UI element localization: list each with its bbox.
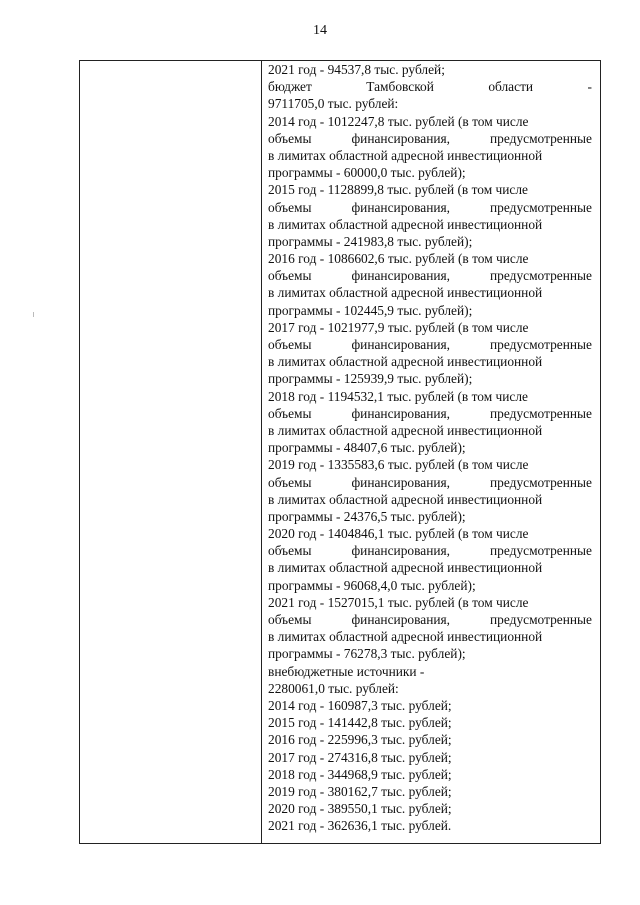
text-word: предусмотренные [490,268,592,284]
text-line [268,113,592,130]
text-line [268,388,592,405]
text-word: объемы [268,405,312,421]
text-line [268,181,592,198]
text-word: 2018 год - 1194532,1 тыс. рублей (в том числе [268,388,529,404]
text-line: 2014 год - 160987,3 тыс. рублей; [268,697,452,713]
text-line [268,405,592,422]
text-line [268,319,592,336]
text-line: программы - 76278,3 тыс. рублей); [268,646,466,662]
text-line [268,250,592,267]
text-line [268,456,592,473]
text-word: 2021 год - 1527015,1 тыс. рублей (в том числе [268,594,529,610]
text-word: 2019 год - 1335583,6 тыс. рублей (в том числе [268,457,529,473]
text-word: объемы [268,130,312,146]
text-word: предусмотренные [490,474,592,490]
text-word: объемы [268,268,312,284]
text-line: в лимитах областной адресной инвестиционной [268,491,543,507]
table-right-column [262,61,600,843]
text-word: объемы [268,612,312,627]
text-word: финансирования, [351,612,451,627]
text-word: объемы [268,199,312,215]
text-word: предусмотренные [490,130,592,146]
text-word: предусмотренные [490,337,592,352]
text-line [268,199,592,216]
text-word: объемы [268,337,312,352]
text-word: Тамбовской [366,79,434,95]
text-line: 9711705,0 тыс. рублей: [268,96,399,112]
text-word: объемы [268,474,312,490]
text-line: внебюджетные источники - [268,663,425,679]
text-line: 2019 год - 380162,7 тыс. рублей; [268,783,452,799]
text-word: финансирования, [351,199,451,215]
text-word: предусмотренные [490,612,592,627]
text-word: предусмотренные [490,405,592,421]
text-line [268,336,592,353]
text-word: финансирования, [351,337,451,352]
text-line: 2020 год - 389550,1 тыс. рублей; [268,801,452,817]
text-word: финансирования, [351,405,451,421]
text-word: 2015 год - 1128899,8 тыс. рублей (в том числе [268,182,529,198]
text-word: 2014 год - 1012247,8 тыс. рублей (в том числе [268,113,529,129]
text-line: в лимитах областной адресной инвестиционной [268,216,543,232]
text-line: в лимитах областной адресной инвестиционной [268,354,543,370]
text-word: 2020 год - 1404846,1 тыс. рублей (в том числе [268,526,529,542]
text-line: 2015 год - 141442,8 тыс. рублей; [268,715,452,731]
text-line: в лимитах областной адресной инвестиционной [268,285,543,301]
text-line [268,542,592,559]
table-left-column [80,61,262,843]
text-word: 2017 год - 1021977,9 тыс. рублей (в том числе [268,319,529,335]
text-line: программы - 60000,0 тыс. рублей); [268,165,466,181]
text-word: объемы [268,543,312,559]
text-line: 2018 год - 344968,9 тыс. рублей; [268,766,452,782]
text-line [268,611,592,628]
text-line: программы - 125939,9 тыс. рублей); [268,371,473,387]
financing-table [79,60,601,844]
text-line: 2021 год - 94537,8 тыс. рублей; [268,62,445,77]
text-word: предусмотренные [490,199,592,215]
text-line: программы - 48407,6 тыс. рублей); [268,440,466,456]
text-word: финансирования, [351,543,451,559]
page-number: 14 [313,23,327,38]
text-line: программы - 241983,8 тыс. рублей); [268,233,473,249]
scan-artifact [33,312,34,317]
text-line [268,474,592,491]
text-line: в лимитах областной адресной инвестиционной [268,560,543,576]
text-word: области [488,79,534,95]
text-line: 2280061,0 тыс. рублей: [268,680,399,696]
text-line: программы - 96068,4,0 тыс. рублей); [268,577,476,593]
text-word: 2016 год - 1086602,6 тыс. рублей (в том числе [268,251,529,267]
text-word: - [587,79,592,95]
text-line: 2021 год - 362636,1 тыс. рублей. [268,818,452,834]
text-line: 2016 год - 225996,3 тыс. рублей; [268,732,452,748]
text-word: финансирования, [351,474,451,490]
text-line [268,78,592,95]
text-line [268,525,592,542]
text-line: 2017 год - 274316,8 тыс. рублей; [268,749,452,765]
text-word: бюджет [268,79,312,95]
text-line: программы - 102445,9 тыс. рублей); [268,302,473,318]
text-word: предусмотренные [490,543,592,559]
text-line: программы - 24376,5 тыс. рублей); [268,508,466,524]
text-line [268,594,592,611]
text-line: в лимитах областной адресной инвестиционной [268,629,543,645]
text-word: финансирования, [351,268,451,284]
text-line [268,130,592,147]
text-line: в лимитах областной адресной инвестиционной [268,147,543,163]
text-line [268,267,592,284]
text-word: финансирования, [351,130,451,146]
text-line: в лимитах областной адресной инвестиционной [268,422,543,438]
